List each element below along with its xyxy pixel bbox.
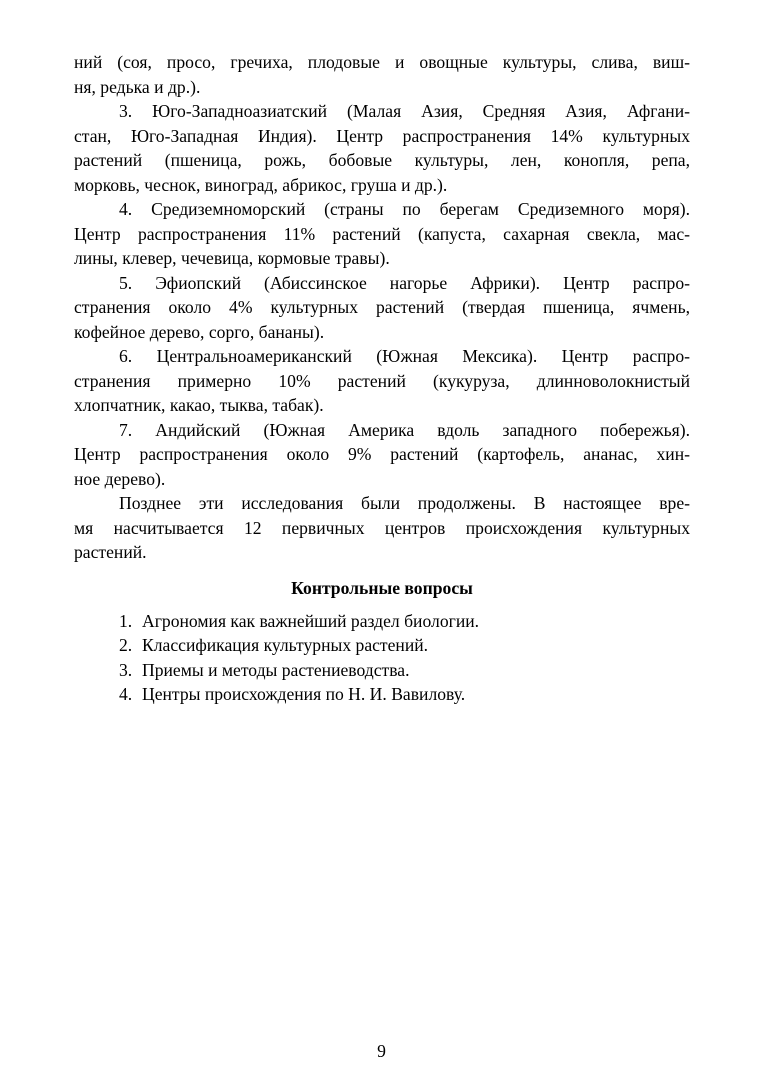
text-line: 6. Центральноамериканский (Южная Мексика). Центр распро-: [119, 346, 690, 366]
text-line: кофейное дерево, сорго, бананы).: [74, 321, 325, 342]
text-line: растений.: [74, 542, 147, 562]
questions-list: [74, 609, 690, 707]
list-item-text: Агрономия как важнейший раздел биологии.: [142, 610, 480, 631]
list-item-text: Приемы и методы растениеводства.: [142, 659, 410, 680]
text-line: Центр распространения 11% растений (капуста, сахарная свекла, мас-: [74, 223, 690, 244]
document-page: [74, 50, 690, 707]
list-item-text: Классификация культурных растений.: [142, 635, 429, 655]
text-line: 4. Средиземноморский (страны по берегам Средиземного моря).: [119, 199, 690, 219]
page-number: 9: [377, 1041, 386, 1061]
text-line: Позднее эти исследования были продолжены. В настоящее вре-: [119, 493, 690, 513]
text-line: странения около 4% культурных растений (твердая пшеница, ячмень,: [74, 297, 690, 317]
text-line: хлопчатник, какао, тыква, табак).: [74, 395, 324, 415]
list-item-number: 4.: [119, 684, 133, 704]
list-item: [74, 633, 690, 658]
text-line: стан, Юго-Западная Индия). Центр распространения 14% культурных: [74, 125, 690, 146]
list-item-number: 1.: [119, 610, 133, 631]
text-line: лины, клевер, чечевица, кормовые травы).: [74, 248, 390, 268]
text-line: Центр распространения около 9% растений (картофель, ананас, хин-: [74, 444, 690, 464]
list-item: [74, 658, 690, 683]
list-item-number: 2.: [119, 635, 133, 655]
list-item-text: Центры происхождения по Н. И. Вавилову.: [142, 684, 466, 704]
list-item: [74, 609, 690, 634]
text-line: морковь, чеснок, виноград, абрикос, груша и др.).: [74, 174, 448, 195]
list-item-number: 3.: [119, 659, 133, 680]
text-line: 3. Юго-Западноазиатский (Малая Азия, Средняя Азия, Афгани-: [119, 101, 690, 121]
text-line: 5. Эфиопский (Абиссинское нагорье Африки). Центр распро-: [119, 272, 690, 293]
section-heading: Контрольные вопросы: [291, 577, 473, 598]
text-line: растений (пшеница, рожь, бобовые культуры, лен, конопля, репа,: [74, 150, 690, 170]
text-line: странения примерно 10% растений (кукуруза, длинноволокнистый: [74, 370, 690, 391]
list-item: [74, 682, 690, 707]
text-line: ний (соя, просо, гречиха, плодовые и овощные культуры, слива, виш-: [74, 52, 690, 72]
text-line: 7. Андийский (Южная Америка вдоль западного побережья).: [119, 419, 690, 440]
text-line: ное дерево).: [74, 468, 166, 489]
text-line: ня, редька и др.).: [74, 76, 201, 97]
text-line: мя насчитывается 12 первичных центров происхождения культурных: [74, 517, 690, 538]
